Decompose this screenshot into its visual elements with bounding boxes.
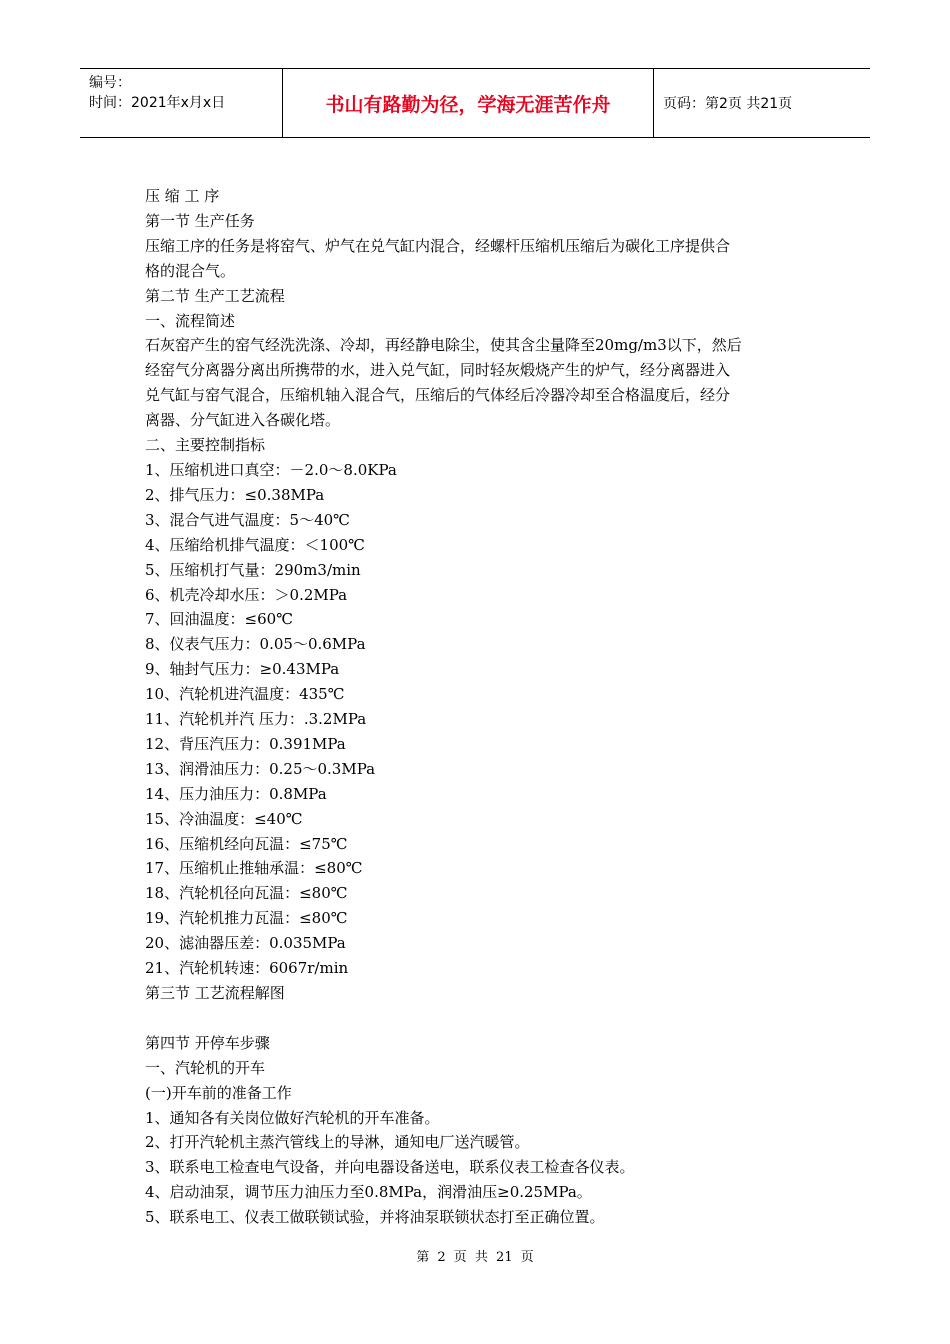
body-line: 3、联系电工检查电气设备，并向电器设备送电，联系仪表工检查各仪表。	[145, 1158, 635, 1177]
footer-page-number: 第 2 页 共 21 页	[416, 1250, 534, 1265]
body-line: 石灰窑产生的窑气经洗洗涤、冷却，再经静电除尘，使其含尘量降至20mg/m3以下，然后	[145, 336, 742, 355]
body-line: 压缩工序的任务是将窑气、炉气在兑气缸内混合，经螺杆压缩机压缩后为碳化工序提供合	[145, 236, 731, 255]
body-line	[145, 1006, 815, 1031]
header-meta	[80, 69, 282, 137]
body-line: 一、流程简述	[145, 311, 236, 330]
body-line: 4、启动油泵，调节压力油压力至0.8MPa，润滑油压≥0.25MPa。	[145, 1183, 592, 1202]
body-line: 14、压力油压力：0.8MPa	[145, 784, 327, 803]
body-line: 压 缩 工 序	[145, 187, 220, 205]
body-line: 16、压缩机经向瓦温：≤75℃	[145, 834, 348, 853]
page-label: 页码：第2页 共21页	[663, 96, 793, 112]
body-line: 6、机壳冷却水压：＞0.2MPa	[145, 585, 348, 604]
body-line: 20、滤油器压差：0.035MPa	[145, 934, 346, 953]
body-line: 二、主要控制指标	[145, 436, 266, 455]
body-line: 兑气缸与窑气混合，压缩机轴入混合气，压缩后的气体经后冷器冷却至合格温度后，经分	[145, 386, 731, 405]
body-line: 4、压缩给机排气温度：＜100℃	[145, 535, 365, 554]
body-line: 5、联系电工、仪表工做联锁试验，并将油泵联锁状态打至正确位置。	[145, 1208, 605, 1227]
body-line: 19、汽轮机推力瓦温：≤80℃	[145, 909, 348, 928]
motto-text: 书山有路勤为径，学海无涯苦作舟	[325, 93, 611, 116]
body-line: 7、回油温度：≤60℃	[145, 610, 293, 629]
body-line: 10、汽轮机进汽温度：435℃	[145, 685, 345, 704]
body-line: 12、背压汽压力：0.391MPa	[145, 734, 346, 753]
body-line: (一)开车前的准备工作	[145, 1083, 292, 1102]
body-line: 1、压缩机进口真空：－2.0～8.0KPa	[145, 460, 397, 479]
body-line: 格的混合气。	[145, 261, 236, 280]
body-line: 一、汽轮机的开车	[145, 1058, 266, 1077]
header-number: 编号：	[89, 75, 131, 91]
body-line: 11、汽轮机并汽 压力：.3.2MPa	[145, 710, 367, 729]
document-body	[145, 184, 815, 1230]
body-line: 第二节 生产工艺流程	[145, 286, 285, 305]
body-line: 8、仪表气压力：0.05～0.6MPa	[145, 635, 366, 654]
document-header	[80, 68, 870, 138]
page-footer	[0, 1246, 950, 1265]
body-line: 第四节 开停车步骤	[145, 1033, 270, 1052]
body-line: 第三节 工艺流程解图	[145, 984, 285, 1002]
body-line: 13、润滑油压力：0.25～0.3MPa	[145, 759, 376, 778]
body-line: 5、压缩机打气量：290m3/min	[145, 560, 361, 579]
body-line: 离器、分气缸进入各碳化塔。	[145, 411, 341, 430]
body-line: 3、混合气进气温度：5～40℃	[145, 510, 350, 529]
body-line: 9、轴封气压力：≥0.43MPa	[145, 660, 340, 679]
body-line: 18、汽轮机径向瓦温：≤80℃	[145, 884, 348, 903]
body-line: 17、压缩机止推轴承温：≤80℃	[145, 859, 363, 878]
body-line: 1、通知各有关岗位做好汽轮机的开车准备。	[145, 1108, 440, 1127]
body-line: 经窑气分离器分离出所携带的水，进入兑气缸，同时轻灰煅烧产生的炉气，经分离器进入	[145, 361, 731, 380]
body-line: 15、冷油温度：≤40℃	[145, 809, 303, 828]
header-time: 时间：2021年x月x日	[89, 95, 226, 111]
body-line: 2、排气压力：≤0.38MPa	[145, 485, 325, 504]
body-line: 21、汽轮机转速：6067r/min	[145, 959, 349, 978]
header-motto	[282, 69, 654, 137]
body-line: 2、打开汽轮机主蒸汽管线上的导淋，通知电厂送汽暖管。	[145, 1133, 530, 1152]
body-line: 第一节 生产任务	[145, 211, 255, 230]
header-page-info	[654, 69, 870, 137]
